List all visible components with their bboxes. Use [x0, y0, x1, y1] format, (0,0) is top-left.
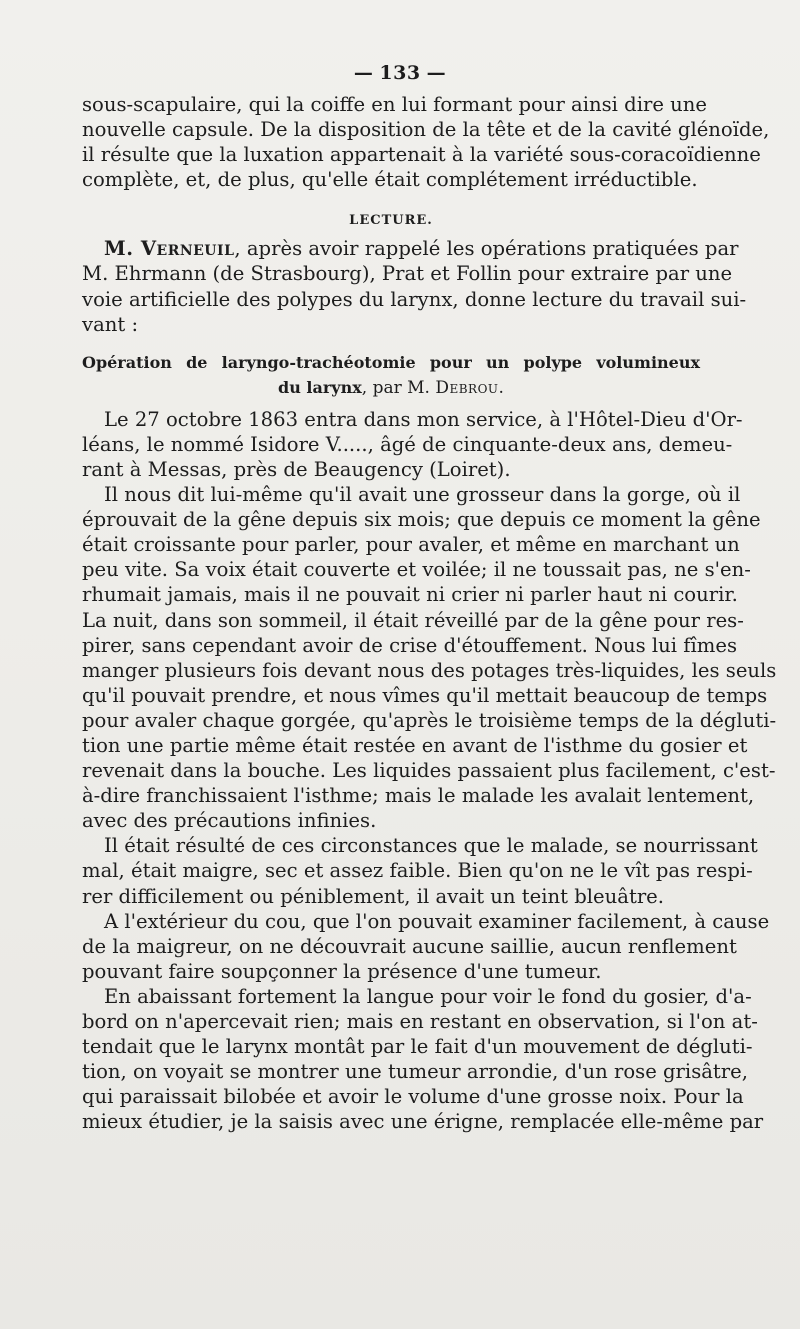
- text-line: complète, et, de plus, qu'elle était complétement irréductible.: [82, 168, 698, 192]
- text-line: pouvant faire soupçonner la présence d'une tumeur.: [82, 959, 602, 983]
- text-line: Le 27 octobre 1863 entra dans mon service, à l'Hôtel-Dieu d'Or-: [104, 407, 743, 431]
- text-line: voie artificielle des polypes du larynx, donne lecture du travail sui-: [82, 287, 747, 311]
- text-line: tion, on voyait se montrer une tumeur arrondie, d'un rose grisâtre,: [82, 1060, 748, 1084]
- text-line: qui paraissait bilobée et avoir le volume d'une grosse noix. Pour la: [82, 1085, 744, 1109]
- paragraph-examination: [82, 984, 764, 1135]
- text-line: rant à Messas, près de Beaugency (Loiret).: [82, 457, 511, 481]
- text-line: revenait dans la bouche. Les liquides passaient plus facilement, c'est-: [82, 759, 776, 783]
- page-header: [0, 62, 800, 84]
- text-line: léans, le nommé Isidore V....., âgé de cinquante-deux ans, demeu-: [82, 432, 733, 456]
- paragraph-symptoms: [82, 482, 777, 833]
- text-line: Il était résulté de ces circonstances que le malade, se nourrissant: [104, 834, 758, 858]
- text-line: vant :: [82, 312, 139, 336]
- text-line: peu vite. Sa voix était couverte et voilée; il ne toussait pas, ne s'en-: [82, 558, 751, 582]
- text-line: La nuit, dans son sommeil, il était réveillé par de la gêne pour res-: [82, 608, 744, 632]
- text-line: pour avaler chaque gorgée, qu'après le troisième temps de la dégluti-: [82, 708, 777, 732]
- text-line: rhumait jamais, mais il ne pouvait ni crier ni parler haut ni courir.: [82, 583, 738, 607]
- text-line: mal, était maigre, sec et assez faible. Bien qu'on ne le vît pas respi-: [82, 859, 753, 883]
- section-heading: LECTURE.: [349, 213, 433, 229]
- header-dash-right: —: [426, 62, 447, 84]
- text-line: M. Ehrmann (de Strasbourg), Prat et Follin pour extraire par une: [82, 262, 733, 286]
- text-line: Il nous dit lui-même qu'il avait une grosseur dans la gorge, où il: [104, 483, 741, 507]
- header-dash-left: —: [353, 62, 374, 84]
- article-title-line-1: Opération de laryngo-trachéotomie pour un polype volumineux: [82, 352, 700, 372]
- text-line: [82, 236, 739, 261]
- text-line: avec des précautions infinies.: [82, 809, 377, 833]
- speaker-name: M. Verneuil: [104, 237, 235, 261]
- text-line: à-dire franchissaient l'isthme; mais le malade les avalait lentement,: [82, 784, 755, 808]
- page-body: [82, 92, 777, 1134]
- paragraph-exterior: [82, 909, 770, 984]
- text-line: de la maigreur, on ne découvrait aucune saillie, aucun renflement: [82, 934, 737, 958]
- text-line: manger plusieurs fois devant nous des potages très-liquides, les seuls: [82, 658, 777, 682]
- text-line: nouvelle capsule. De la disposition de la tête et de la cavité glénoïde,: [82, 118, 770, 142]
- text-line: tendait que le larynx montât par le fait d'un mouvement de dégluti-: [82, 1035, 753, 1059]
- author-prefix: , par M.: [361, 377, 436, 398]
- text-line: mieux étudier, je la saisis avec une érigne, remplacée elle-même par: [82, 1110, 764, 1134]
- text-line: était croissante pour parler, pour avaler, et même en marchant un: [82, 533, 740, 557]
- paragraph-reading-intro: [82, 236, 747, 336]
- text-line: éprouvait de la gêne depuis six mois; que depuis ce moment la gêne: [82, 508, 761, 532]
- paragraph-continuation: [82, 92, 770, 192]
- text-line: bord on n'apercevait rien; mais en restant en observation, si l'on at-: [82, 1010, 758, 1033]
- text-line: En abaissant fortement la langue pour voir le fond du gosier, d'a-: [104, 984, 752, 1008]
- text-line: tion une partie même était restée en avant de l'isthme du gosier et: [82, 733, 748, 757]
- text-segment: , après avoir rappelé les opérations pratiquées par: [234, 237, 739, 261]
- article-title: [82, 350, 700, 400]
- author-suffix: .: [498, 377, 504, 398]
- text-line: A l'extérieur du cou, que l'on pouvait examiner facilement, à cause: [104, 909, 770, 933]
- article-title-line-2: [82, 375, 700, 400]
- author-name: Debrou: [435, 377, 499, 398]
- page-number: 133: [379, 62, 421, 84]
- paragraph-condition: [82, 833, 758, 908]
- text-line: qu'il pouvait prendre, et nous vîmes qu'il mettait beaucoup de temps: [82, 683, 768, 707]
- text-line: sous-scapulaire, qui la coiffe en lui formant pour ainsi dire une: [82, 93, 707, 116]
- text-line: pirer, sans cependant avoir de crise d'étouffement. Nous lui fîmes: [82, 633, 738, 657]
- paragraph-admission: [82, 407, 743, 482]
- text-line: rer difficilement ou péniblement, il avait un teint bleuâtre.: [82, 884, 665, 908]
- article-title-text: du larynx: [278, 377, 362, 397]
- text-line: il résulte que la luxation appartenait à la variété sous-coracoïdienne: [82, 143, 761, 167]
